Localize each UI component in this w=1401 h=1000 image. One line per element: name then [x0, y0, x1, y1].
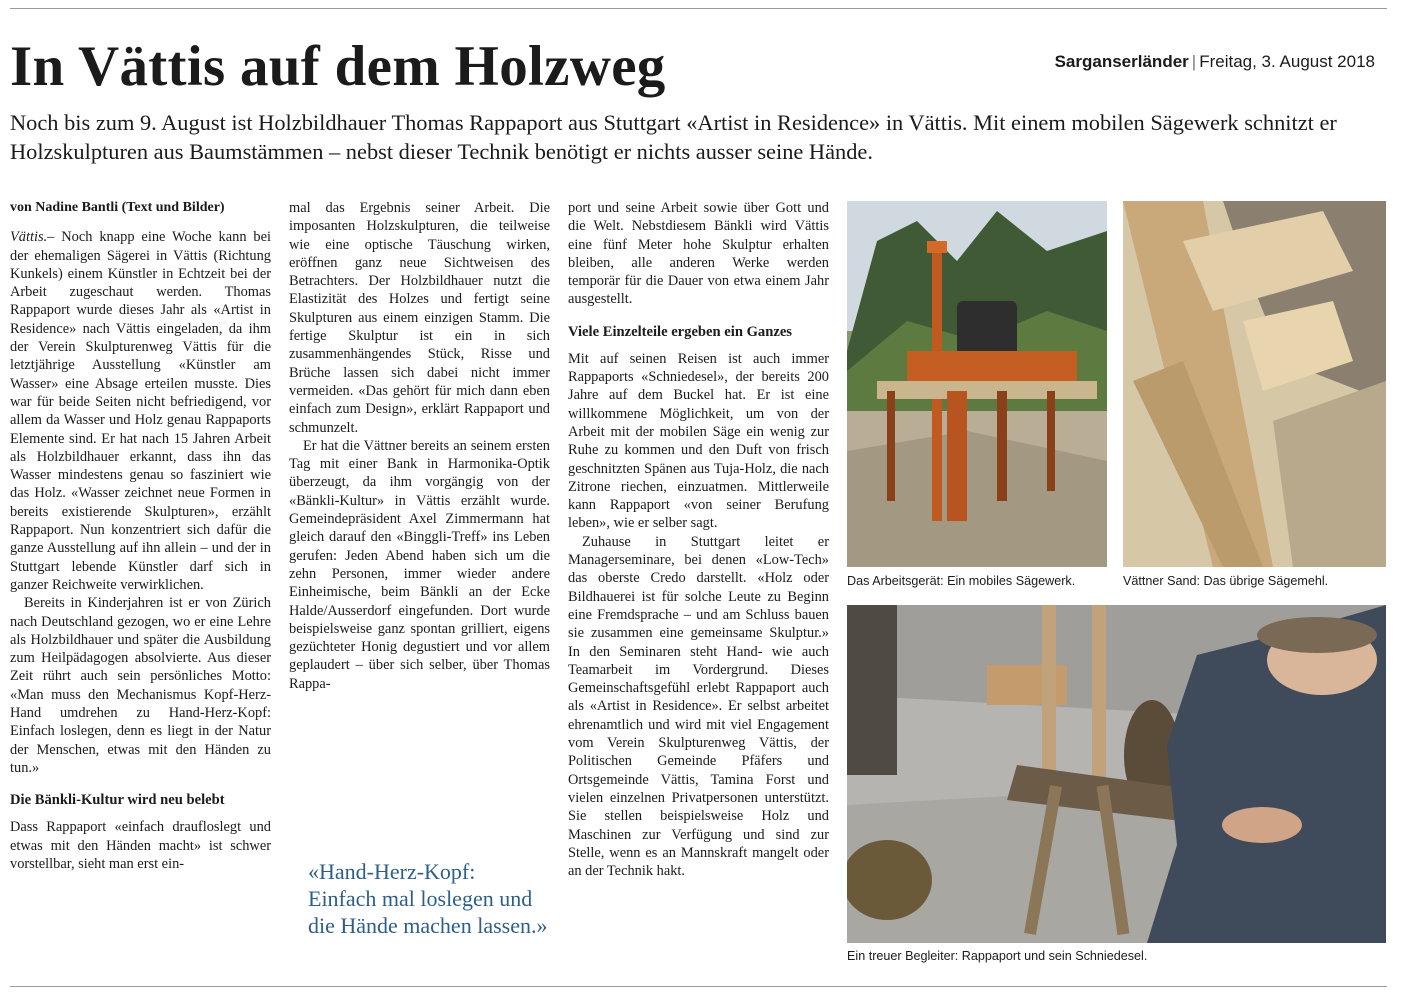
text-column-1	[10, 199, 271, 873]
text-column-3	[568, 199, 829, 880]
top-rule	[10, 8, 1387, 9]
paragraph: Zuhause in Stuttgart leitet er Managerseminare, bei denen «Low-Tech» das oberste Credo darstellt. «Holz oder Bildhauerei ist für solche Leute zu Beginn eine Fremdsprache – und am Schluss bauen sie zusammen eine gemeinsame Skulptur.» In den Seminaren steht Hand- wie auch Teamarbeit im Vordergrund. Dieses Gemeinschaftsgefühl erlebt Rappaport auch als «Artist in Residence». Er selbst arbeitet ehrenamtlich und wird mit viel Engagement vom Verein Skulpturenweg Vättis, der Politischen Gemeinde Pfäfers und Ortsgemeinde Vättis, Tamina Forst und vielen einzelnen Privatpersonen unterstützt. Sie stellen beispielsweise Holz und Maschinen zur Verfügung und sind zur Stelle, wenn es an Mannskraft mangelt oder an der Technik hakt.	[568, 533, 829, 880]
article-lead: Noch bis zum 9. August ist Holzbildhauer Thomas Rappaport aus Stuttgart «Artist in Residence» in Vättis. Mit einem mobilen Sägewerk schnitzt er Holzskulpturen aus Baumstämmen – nebst dieser Technik benötigt er nichts ausser seine Hände.	[10, 110, 1337, 164]
bottom-rule	[10, 986, 1387, 987]
sawdust-caption: Vättner Sand: Das übrige Sägemehl.	[1123, 574, 1329, 588]
paragraph: Dass Rappaport «einfach draufloslegt und etwas mit den Händen macht» ist schwer vorstellbar, sieht man erst ein-	[10, 819, 271, 872]
subheading: Die Bänkli-Kultur wird neu belebt	[10, 792, 225, 809]
masthead-separator: |	[1191, 52, 1197, 71]
paragraph-text: Noch knapp eine Woche kann bei der ehemaligen Sägerei in Vättis (Richtung Kunkels) einem Künstler in Echtzeit bei der Arbeit zugeschaut werden. Thomas Rappaport wurde dieses Jahr als «Artist in Residence» nach Vättis eingeladen, da ihm der Verein Skulpturenweg Vättis für die letztjährige Ausstellung «Künstler am Wasser» eine Absage erteilen musste. Dies war für beide Seiten nicht befriedigend, vor allem da Wasser und Holz genau Rappaports Elemente sind. Er hat nach 15 Jahren Arbeit als Holzbildhauer erkannt, dass ihn das Wasser mindestens genau so fasziniert wie das Holz. «Wasser zeichnet neue Formen in bereits existierende Skulpturen», erzählt Rappaport. Nun konzentriert sich dafür die ganze Ausstellung auf ihn allein – und der in Stuttgart lebende Künstler darf sich in ganzer Reichweite verwirklichen.	[10, 229, 271, 593]
schniedesel-photo	[847, 605, 1386, 943]
pull-quote: «Hand-Herz-Kopf: Einfach mal loslegen und die Hände machen lassen.»	[308, 859, 548, 938]
text-column-2	[289, 199, 550, 693]
paragraph: mal das Ergebnis seiner Arbeit. Die imposanten Holzskulpturen, die teilweise wie eine optische Täuschung wirken, eröffnen ganz neue Sichtweisen des Betrachters. Der Holzbildhauer nutzt die Elastizität des Holzes und fertigt seine Skulpturen aus einem einzigen Stamm. Die fertige Skulptur ist ein in sich zusammenhängendes Stück, Risse und Brüche lassen sich dabei nicht immer vermeiden. «Das gehört für mich dann eben einfach zum Design», erklärt Rappaport und schmunzelt.	[289, 200, 550, 436]
paragraph: Bereits in Kinderjahren ist er von Zürich nach Deutschland gezogen, wo er eine Lehre als Holzbildhauer und später die Ausbildung zum Heilpädagogen absolvierte. Aus dieser Zeit rührt auch sein persönliches Motto: «Man muss den Mechanismus Kopf-Herz-Hand umdrehen zu Hand-Herz-Kopf: Einfach loslegen, denn es liegt in der Natur der Menschen, etwas mit den Händen zu tun.»	[10, 595, 271, 776]
sawdust-photo	[1123, 201, 1386, 567]
subheading: Viele Einzelteile ergeben ein Ganzes	[568, 323, 792, 340]
paragraph: Mit auf seinen Reisen ist auch immer Rappaports «Schniedesel», der bereits 200 Jahre auf dem Buckel hat. Er ist eine willkommene Möglichkeit, um von der Arbeit mit der mobilen Säge ein wenig zur Ruhe zu kommen und den Duft von frisch geschnitzten Spänen aus Tuja-Holz, die nach Zitrone riechen, einzuatmen. Mittlerweile kann Rappaport «von seiner Berufung leben», wie er selber sagt.	[568, 350, 829, 532]
paragraph: port und seine Arbeit sowie über Gott und die Welt. Nebstdiesem Bänkli wird Vättis eine fünf Meter hohe Skulptur erhalten bleiben, alle anderen Werke werden temporär für die Dauer von etwa einem Jahr ausgestellt.	[568, 200, 829, 308]
sawmill-photo	[847, 201, 1107, 567]
byline: von Nadine Bantli (Text und Bilder)	[10, 200, 225, 215]
publication-date: Freitag, 3. August 2018	[1199, 52, 1375, 71]
schniedesel-caption: Ein treuer Begleiter: Rappaport und sein Schniedesel.	[847, 949, 1148, 963]
newspaper-name: Sarganserländer	[1054, 52, 1189, 71]
paragraph: Er hat die Vättner bereits an seinem ersten Tag mit einer Bank in Harmonika-Optik überzeugt, da ihm vorgängig von der «Bänkli-Kultur» in Vättis erzählt wurde. Gemeindepräsident Axel Zimmermann hat gleich darauf den «Binggli-Treff» ins Leben gerufen: Jeden Abend haben sich um die zehn Personen, immer wieder andere Einheimische, beim Bänkli an der Ecke Halde/Ausserdorf eingefunden. Dort wurde beispielsweise ganz spontan grilliert, eigens gezüchteter Honig degustiert und vor allem geplaudert – über sich selber, über Thomas Rappa-	[289, 437, 550, 692]
masthead	[1055, 51, 1375, 73]
paragraph	[10, 228, 271, 594]
article-headline: In Vättis auf dem Holzweg	[10, 35, 666, 98]
sawmill-caption: Das Arbeitsgerät: Ein mobiles Sägewerk.	[847, 574, 1076, 588]
dateline: Vättis.–	[10, 229, 55, 246]
